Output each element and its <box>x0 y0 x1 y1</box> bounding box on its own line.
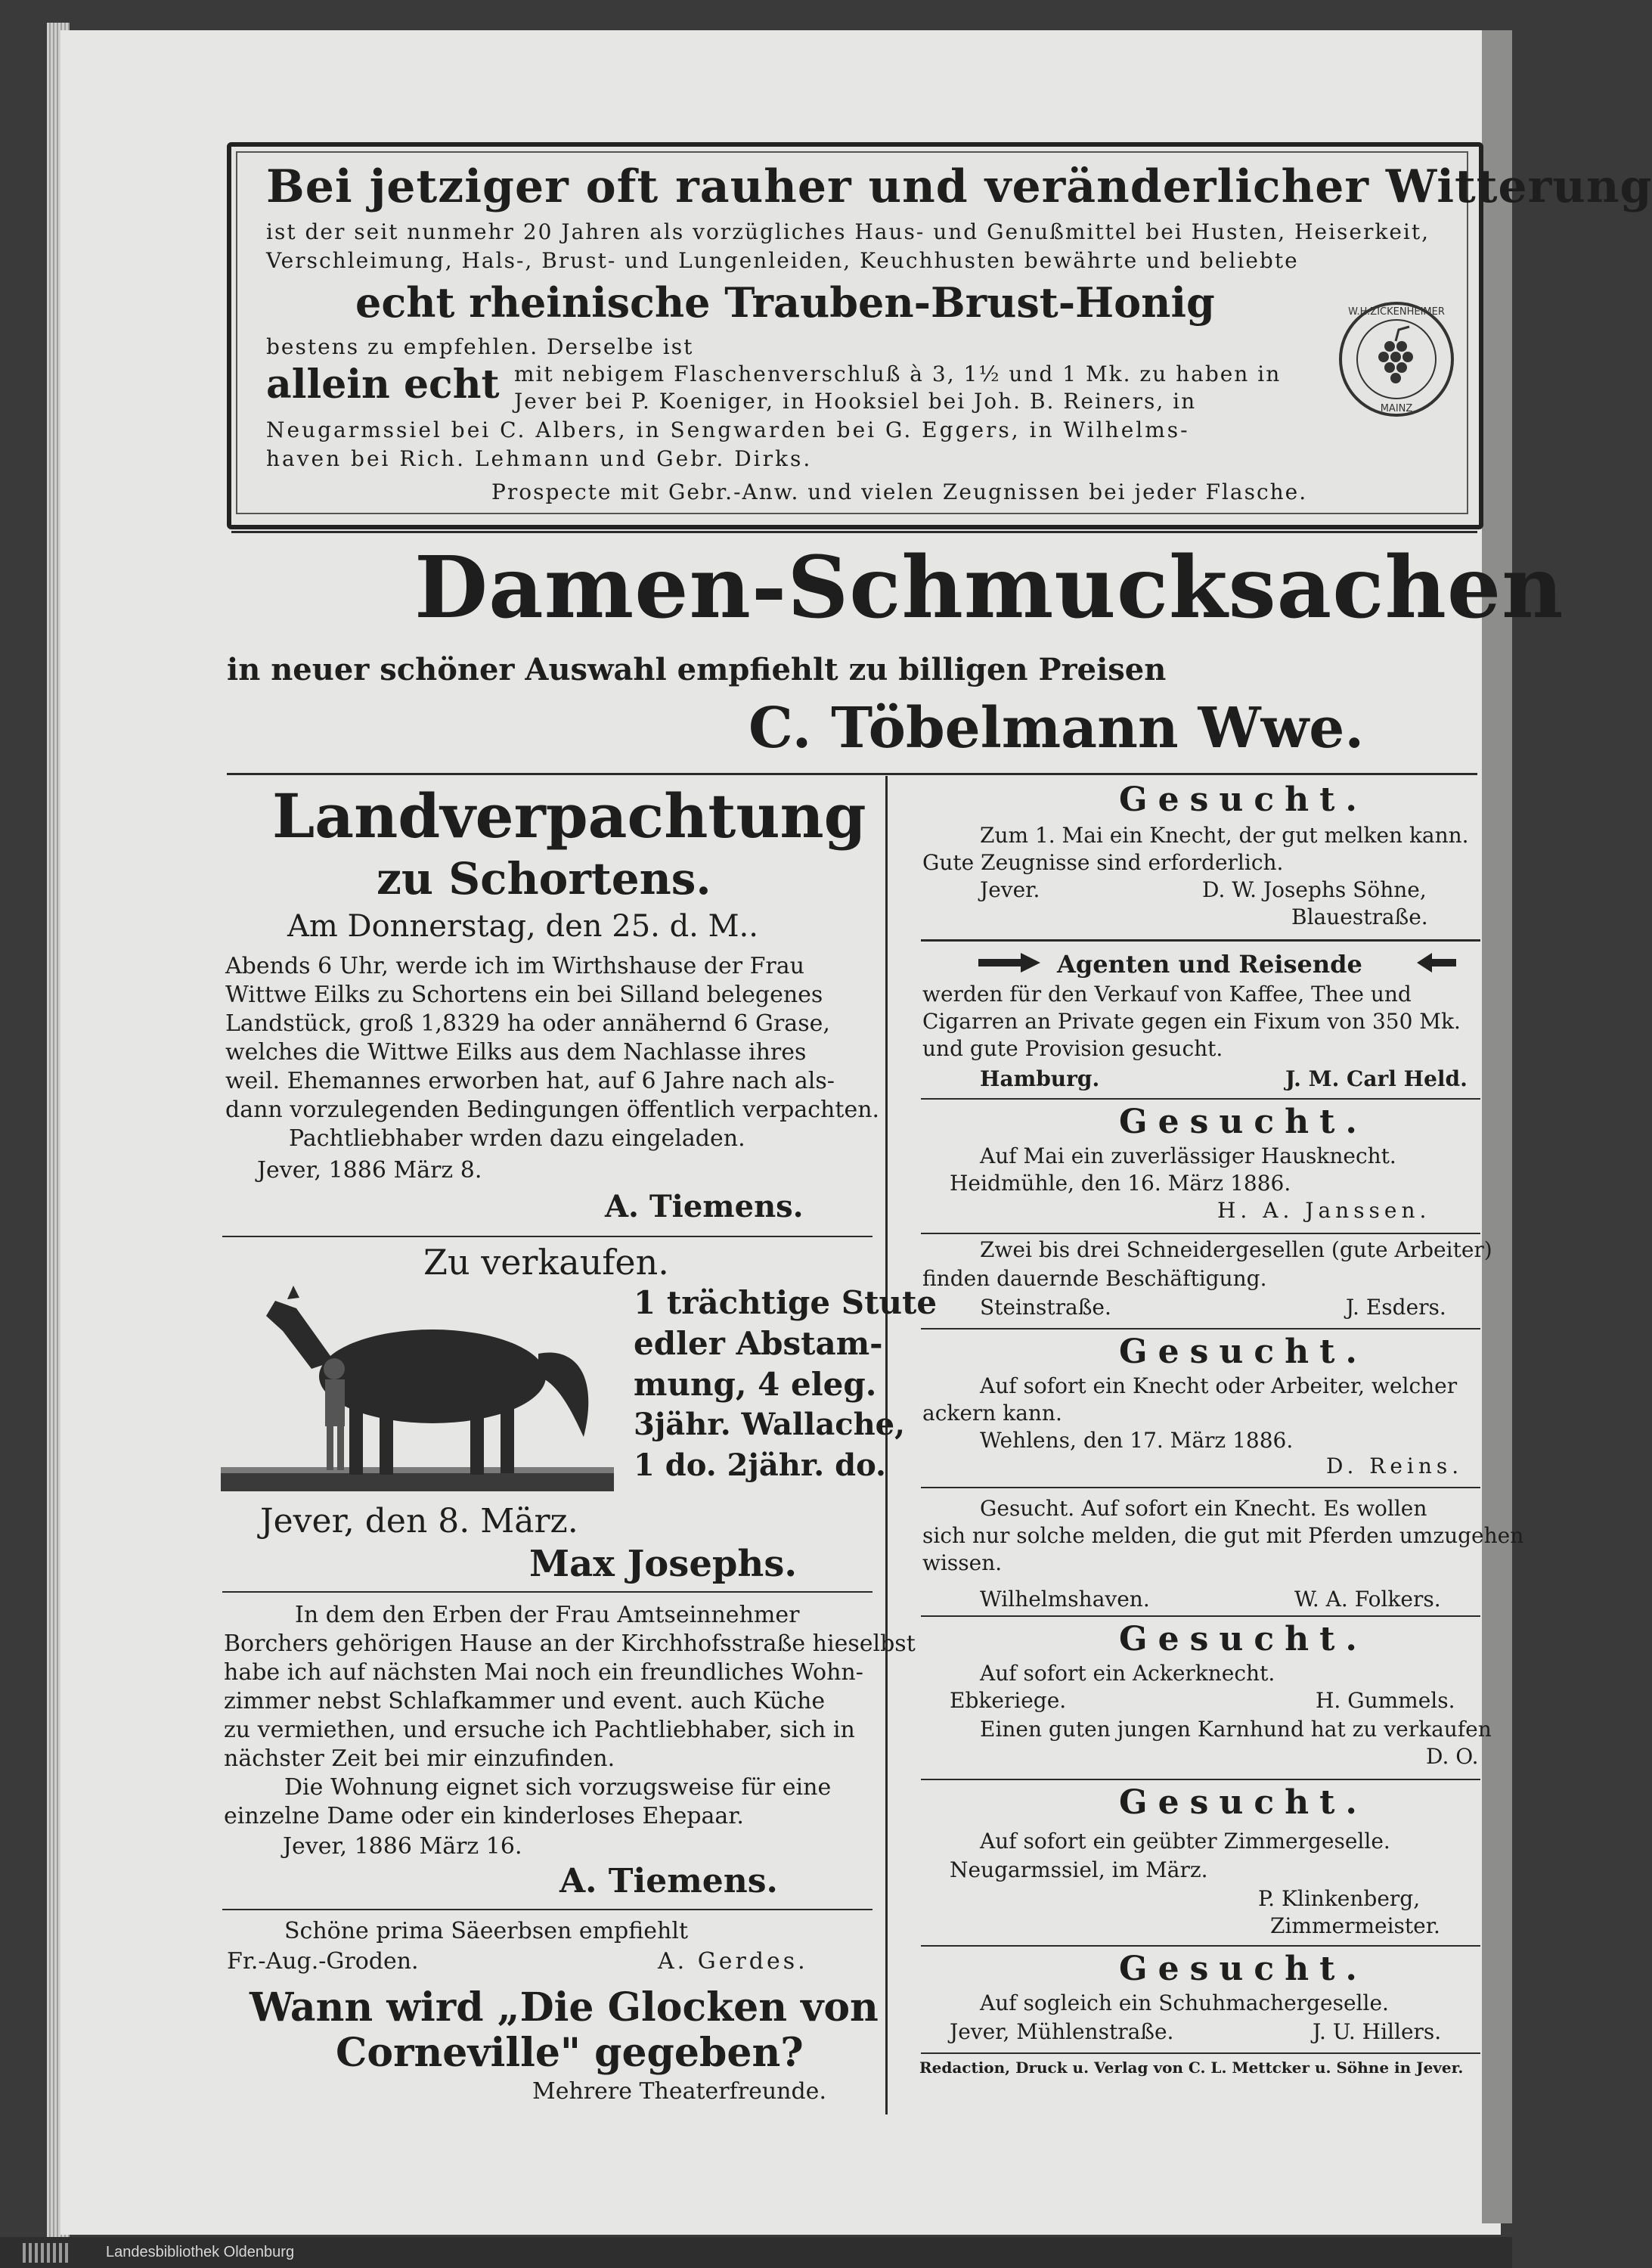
ad9-title: Gesucht. <box>1119 1950 1368 1988</box>
honey-ad-product: echt rheinische Trauben-Brust-Honig <box>355 278 1215 327</box>
horse-sale-line: mung, 4 eleg. <box>634 1366 877 1403</box>
ad9-line-1: Auf sogleich ein Schuhmachergeselle. <box>980 1990 1389 2015</box>
ad5-name: D. Reins. <box>1326 1454 1464 1478</box>
horse-illustration <box>221 1286 614 1497</box>
rooms-line: habe ich auf nächsten Mai noch ein freundliches Wohn- <box>224 1659 863 1686</box>
honey-ad-line-5: Jever bei P. Koeniger, in Hooksiel bei Joh. B. Reiners, in <box>514 389 1197 414</box>
ad2-line-1: werden für den Verkauf von Kaffee, Thee und <box>922 982 1412 1007</box>
land-lease-subtitle: zu Schortens. <box>377 853 711 904</box>
imprint-line: Redaction, Druck u. Verlag von C. L. Mettcker u. Söhne in Jever. <box>919 2059 1464 2077</box>
land-lease-date: Am Donnerstag, den 25. d. M.. <box>287 909 758 944</box>
honey-ad-allein-echt: allein echt <box>266 361 500 408</box>
theatre-question-line-2: Corneville" gegeben? <box>336 2030 804 2076</box>
ad2-name: J. M. Carl Held. <box>1285 1066 1468 1091</box>
separator-rule <box>921 1615 1480 1617</box>
land-lease-line: Landstück, groß 1,8329 ha oder annähernd 6 Grase, <box>225 1010 830 1037</box>
library-footer-bar <box>0 2237 1512 2268</box>
ad3-title: Gesucht. <box>1119 1103 1368 1141</box>
horse-sale-title: Zu verkaufen. <box>423 1242 669 1283</box>
separator-rule <box>222 1591 872 1593</box>
jewelry-firm: C. Töbelmann Wwe. <box>749 696 1365 761</box>
ad1-street: Blauestraße. <box>1291 904 1428 929</box>
honey-ad-line-6: Neugarmssiel bei C. Albers, in Sengwarden bei G. Eggers, in Wilhelms- <box>266 417 1190 442</box>
land-lease-signature: A. Tiemens. <box>605 1189 804 1224</box>
honey-ad-line-2: Verschleimung, Hals-, Brust- und Lungenleiden, Keuchhusten bewährte und beliebte <box>266 248 1299 273</box>
separator-rule <box>921 1098 1480 1100</box>
jewelry-subline: in neuer schöner Auswahl empfiehlt zu billigen Preisen <box>227 652 1167 687</box>
ad2-title: Agenten und Reisende <box>1057 950 1362 979</box>
ad4-place: Steinstraße. <box>980 1295 1111 1320</box>
separator-rule <box>921 1487 1480 1488</box>
horse-sale-signature: Max Josephs. <box>529 1543 798 1585</box>
ad6-name: W. A. Folkers. <box>1294 1587 1441 1612</box>
horse-sale-line: 1 do. 2jähr. do. <box>634 1447 886 1483</box>
ad2-line-3: und gute Provision gesucht. <box>922 1036 1223 1061</box>
honey-ad-line-7: haven bei Rich. Lehmann und Gebr. Dirks. <box>266 446 813 471</box>
ad9-name: J. U. Hillers. <box>1313 2019 1442 2044</box>
horse-sale-place-date: Jever, den 8. März. <box>260 1502 578 1540</box>
ad7-name: H. Gummels. <box>1316 1688 1455 1713</box>
land-lease-line: Pachtliebhaber wrden dazu eingeladen. <box>289 1125 745 1152</box>
pointing-hand-icon <box>978 951 1042 977</box>
ad1-title: Gesucht. <box>1119 780 1368 819</box>
rooms-signature: A. Tiemens. <box>559 1862 778 1900</box>
honey-ad-headline: Bei jetziger oft rauher und veränderlicher Witterung <box>266 160 1652 213</box>
separator-rule <box>921 1945 1480 1947</box>
land-lease-title: Landverpachtung <box>272 780 866 852</box>
honey-ad-line-4: mit nebigem Flaschenverschluß à 3, 1½ und 1 Mk. zu haben in <box>514 361 1282 386</box>
peas-ad-name: A. Gerdes. <box>658 1948 808 1975</box>
ad1-name: D. W. Josephs Söhne, <box>1202 877 1427 902</box>
ad1-line-2: Gute Zeugnisse sind erforderlich. <box>922 850 1284 875</box>
ad4-line-2: finden dauernde Beschäftigung. <box>922 1266 1267 1291</box>
grape-seal-logo <box>1337 299 1456 419</box>
ad7-title: Gesucht. <box>1119 1620 1368 1658</box>
ad7-line-2: Einen guten jungen Karnhund hat zu verkaufen <box>980 1717 1492 1742</box>
land-lease-line: dann vorzulegenden Bedingungen öffentlich verpachten. <box>225 1097 880 1123</box>
ad8-place: Neugarmssiel, im März. <box>950 1857 1208 1882</box>
separator-rule <box>921 1233 1480 1234</box>
horse-sale-line: edler Abstam- <box>634 1325 883 1362</box>
land-lease-place-date: Jever, 1886 März 8. <box>257 1157 482 1184</box>
svg-text:W.H.ZICKENHEIMER: W.H.ZICKENHEIMER <box>1348 306 1445 318</box>
separator-rule <box>231 531 1477 533</box>
page-right-edge <box>1482 30 1512 2223</box>
ad5-line-2: ackern kann. <box>922 1401 1062 1426</box>
rooms-line: Borchers gehörigen Hause an der Kirchhofsstraße hieselbst <box>224 1630 916 1657</box>
ad7-line-1: Auf sofort ein Ackerknecht. <box>980 1661 1275 1686</box>
ad6-line-3: wissen. <box>922 1550 1003 1575</box>
ad9-place: Jever, Mühlenstraße. <box>950 2019 1174 2044</box>
ad1-place: Jever. <box>980 877 1040 902</box>
peas-ad-line: Schöne prima Säeerbsen empfiehlt <box>284 1918 688 1944</box>
rooms-line: Die Wohnung eignet sich vorzugsweise für eine <box>284 1774 832 1801</box>
rooms-line: zu vermiethen, und ersuche ich Pachtliebhaber, sich in <box>224 1717 855 1743</box>
separator-rule <box>921 1328 1480 1329</box>
separator-rule <box>921 939 1480 942</box>
jewelry-headline: Damen-Schmucksachen <box>414 538 1564 638</box>
separator-rule <box>222 1236 872 1237</box>
separator-rule <box>921 2052 1480 2054</box>
ad4-name: J. Esders. <box>1346 1295 1446 1320</box>
separator-rule <box>227 773 1477 775</box>
land-lease-line: welches die Wittwe Eilks aus dem Nachlasse ihres <box>225 1039 807 1066</box>
ad5-line-1: Auf sofort ein Knecht oder Arbeiter, welcher <box>980 1373 1458 1398</box>
horse-sale-line: 1 trächtige Stute <box>634 1284 938 1321</box>
ad7-place: Ebkeriege. <box>950 1688 1067 1713</box>
theatre-question-signature: Mehrere Theaterfreunde. <box>532 2078 826 2105</box>
ad1-line-1: Zum 1. Mai ein Knecht, der gut melken kann. <box>980 823 1469 848</box>
ad8-role: Zimmermeister. <box>1270 1913 1440 1938</box>
library-building-icon <box>23 2243 68 2263</box>
land-lease-line: Abends 6 Uhr, werde ich im Wirthshause der Frau <box>225 953 804 979</box>
honey-ad-line-8: Prospecte mit Gebr.-Anw. und vielen Zeugnissen bei jeder Flasche. <box>491 479 1308 504</box>
pointing-hand-icon <box>1417 951 1456 977</box>
land-lease-line: weil. Ehemannes erworben hat, auf 6 Jahre nach als- <box>225 1068 835 1094</box>
svg-text:MAINZ: MAINZ <box>1380 403 1413 414</box>
ad3-line-1: Auf Mai ein zuverlässiger Hausknecht. <box>980 1143 1396 1168</box>
rooms-line: einzelne Dame oder ein kinderloses Ehepaar. <box>224 1803 744 1829</box>
separator-rule <box>921 1779 1480 1780</box>
ad6-place: Wilhelmshaven. <box>980 1587 1150 1612</box>
ad6-line-2: sich nur solche melden, die gut mit Pferden umzugehen <box>922 1523 1524 1548</box>
ad3-place-date: Heidmühle, den 16. März 1886. <box>950 1171 1291 1196</box>
ad8-title: Gesucht. <box>1119 1783 1368 1822</box>
rooms-line: nächster Zeit bei mir einzufinden. <box>224 1745 615 1772</box>
horse-sale-line: 3jähr. Wallache, <box>634 1407 906 1442</box>
land-lease-line: Wittwe Eilks zu Schortens ein bei Silland belegenes <box>225 982 823 1008</box>
ad6-line-1: Gesucht. Auf sofort ein Knecht. Es wollen <box>980 1496 1427 1521</box>
ad8-line-1: Auf sofort ein geübter Zimmergeselle. <box>980 1829 1390 1854</box>
ad8-name: P. Klinkenberg, <box>1258 1886 1421 1911</box>
ad7-sign-2: D. O. <box>1426 1744 1479 1769</box>
separator-rule <box>222 1909 872 1910</box>
peas-ad-place: Fr.-Aug.-Groden. <box>227 1948 419 1975</box>
ad4-line-1: Zwei bis drei Schneidergesellen (gute Arbeiter) <box>980 1237 1492 1262</box>
column-divider <box>885 776 888 2114</box>
rooms-line: In dem den Erben der Frau Amtseinnehmer <box>295 1602 800 1628</box>
honey-ad-line-1: ist der seit nunmehr 20 Jahren als vorzügliches Haus- und Genußmittel bei Husten, Heiserkeit, <box>266 219 1430 244</box>
theatre-question-line-1: Wann wird „Die Glocken von <box>250 1984 879 2031</box>
honey-ad-line-3: bestens zu empfehlen. Derselbe ist <box>266 334 694 359</box>
ad5-place-date: Wehlens, den 17. März 1886. <box>980 1428 1294 1453</box>
library-label: Landesbibliothek Oldenburg <box>106 2244 295 2260</box>
ad2-place: Hamburg. <box>980 1066 1100 1091</box>
ad3-name: H. A. Janssen. <box>1217 1198 1431 1223</box>
rooms-place-date: Jever, 1886 März 16. <box>283 1833 522 1860</box>
ad5-title: Gesucht. <box>1119 1333 1368 1371</box>
ad2-line-2: Cigarren an Private gegen ein Fixum von 350 Mk. <box>922 1009 1461 1034</box>
rooms-line: zimmer nebst Schlafkammer und event. auch Küche <box>224 1688 826 1714</box>
